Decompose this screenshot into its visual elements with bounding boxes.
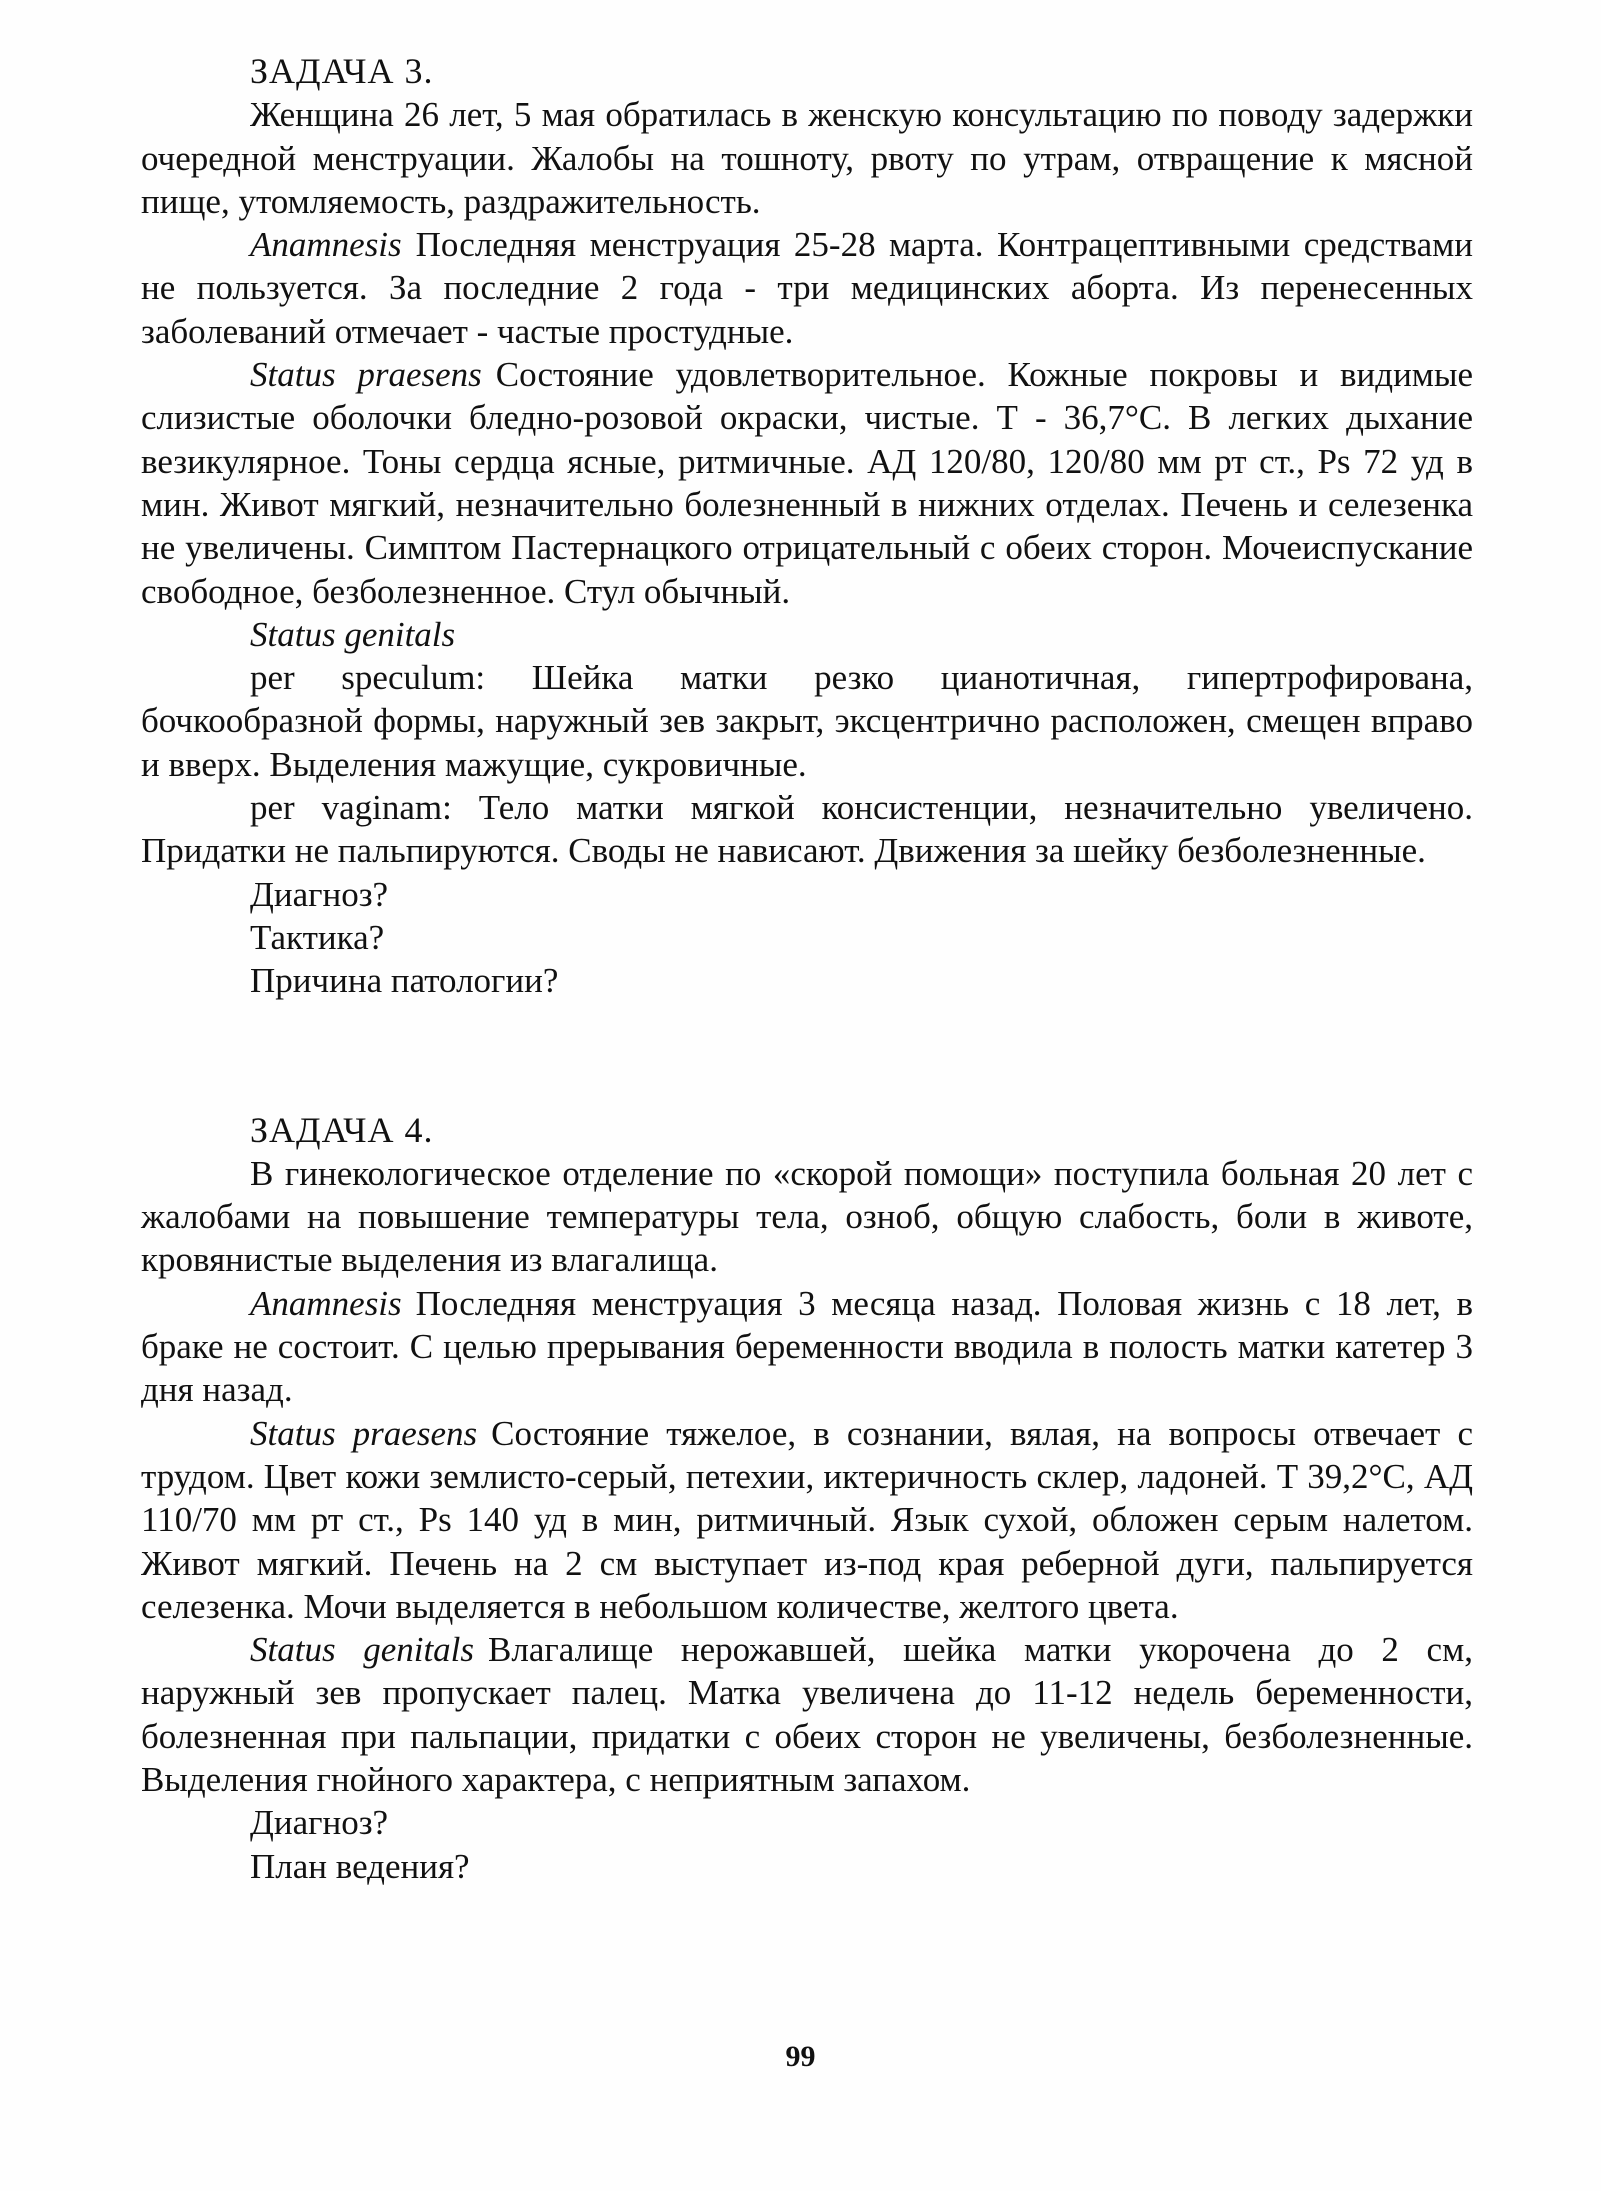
anamnesis-text: Последняя менструация 25-28 марта. Контрацептивными средствами не пользуется. За последние 2 года - три медицинских аборта. Из перенесенных заболеваний отмечает - частые простудные.	[141, 225, 1473, 351]
anamnesis-label: Anamnesis	[250, 225, 402, 265]
question-diagnosis: Диагноз?	[250, 874, 389, 914]
anamnesis-text: Последняя менструация 3 месяца назад. Половая жизнь с 18 лет, в браке не состоит. С целью прерывания беременности вводила в полость матки катетер 3 дня назад.	[141, 1283, 1473, 1410]
task-intro: Женщина 26 лет, 5 мая обратилась в женскую консультацию по поводу задержки очередной менструации. Жалобы на тошноту, рвоту по утрам, отвращение к мясной пище, утомляемость, раздражительность.	[141, 95, 1473, 221]
status-praesens-label: Status praesens	[250, 1413, 478, 1453]
status-genitals-paragraph	[141, 1628, 1473, 1801]
task-intro: В гинекологическое отделение по «скорой помощи» поступила больная 20 лет с жалобами на повышение температуры тела, озноб, общую слабость, боли в животе, кровянистые выделения из влагалища.	[141, 1153, 1473, 1280]
task-3	[141, 50, 1473, 1003]
question-diagnosis: Диагноз?	[250, 1803, 389, 1843]
question-management-plan: План ведения?	[250, 1846, 470, 1886]
task-title: ЗАДАЧА 4.	[250, 1109, 434, 1150]
anamnesis-label: Anamnesis	[250, 1283, 402, 1323]
status-praesens-text: Состояние удовлетворительное. Кожные покровы и видимые слизистые оболочки бледно-розовой окраски, чистые. Т - 36,7°С. В легких дыхание везикулярное. Тоны сердца ясные, ритмичные. АД 120/80, 120/80 мм рт ст., Ps 72 уд в мин. Живот мягкий, незначительно болезненный в нижних отделах. Печень и селезенка не увеличены. Симптом Пастернацкого отрицательный с обеих сторон. Мочеиспускание свободное, безболезненное. Стул обычный.	[141, 355, 1474, 611]
status-genitals-text: Влагалище нерожавшей, шейка матки укорочена до 2 см, наружный зев пропускает палец. Матка увеличена до 11-12 недель беременности, болезненная при пальпации, придатки с обеих сторон не увеличены, безболезненные. Выделения гнойного характера, с неприятным запахом.	[141, 1630, 1473, 1799]
status-praesens-paragraph	[141, 353, 1473, 613]
per-speculum-paragraph: per speculum: Шейка матки резко цианотичная, гипертрофирована, бочкообразной формы, наружный зев закрыт, эксцентрично расположен, смещен вправо и вверх. Выделения мажущие, сукровичные.	[141, 658, 1473, 784]
anamnesis-paragraph	[141, 223, 1473, 353]
status-praesens-paragraph	[141, 1412, 1473, 1628]
per-vaginam-paragraph: per vaginam: Тело матки мягкой консистенции, незначительно увеличено. Придатки не пальпируются. Своды не нависают. Движения за шейку безболезненные.	[141, 788, 1473, 871]
status-genitals-label: Status genitals	[250, 1630, 475, 1670]
status-praesens-text: Состояние тяжелое, в сознании, вялая, на вопросы отвечает с трудом. Цвет кожи землисто-серый, петехии, иктеричность склер, ладоней. Т 39,2°С, АД 110/70 мм рт ст., Ps 140 уд в мин, ритмичный. Язык сухой, обложен серым налетом. Живот мягкий. Печень на 2 см выступает из-под края реберной дуги, пальпируется селезенка. Мочи выделяется в небольшом количестве, желтого цвета.	[141, 1413, 1473, 1626]
page-content	[141, 50, 1473, 1888]
question-tactics: Тактика?	[250, 917, 385, 957]
status-genitals-label: Status genitals	[250, 614, 456, 654]
status-praesens-label: Status praesens	[250, 355, 482, 395]
task-4	[141, 1109, 1473, 1888]
anamnesis-paragraph	[141, 1282, 1473, 1412]
question-cause: Причина патологии?	[250, 961, 559, 1001]
page-number: 99	[785, 2040, 816, 2073]
task-title: ЗАДАЧА 3.	[250, 51, 434, 91]
